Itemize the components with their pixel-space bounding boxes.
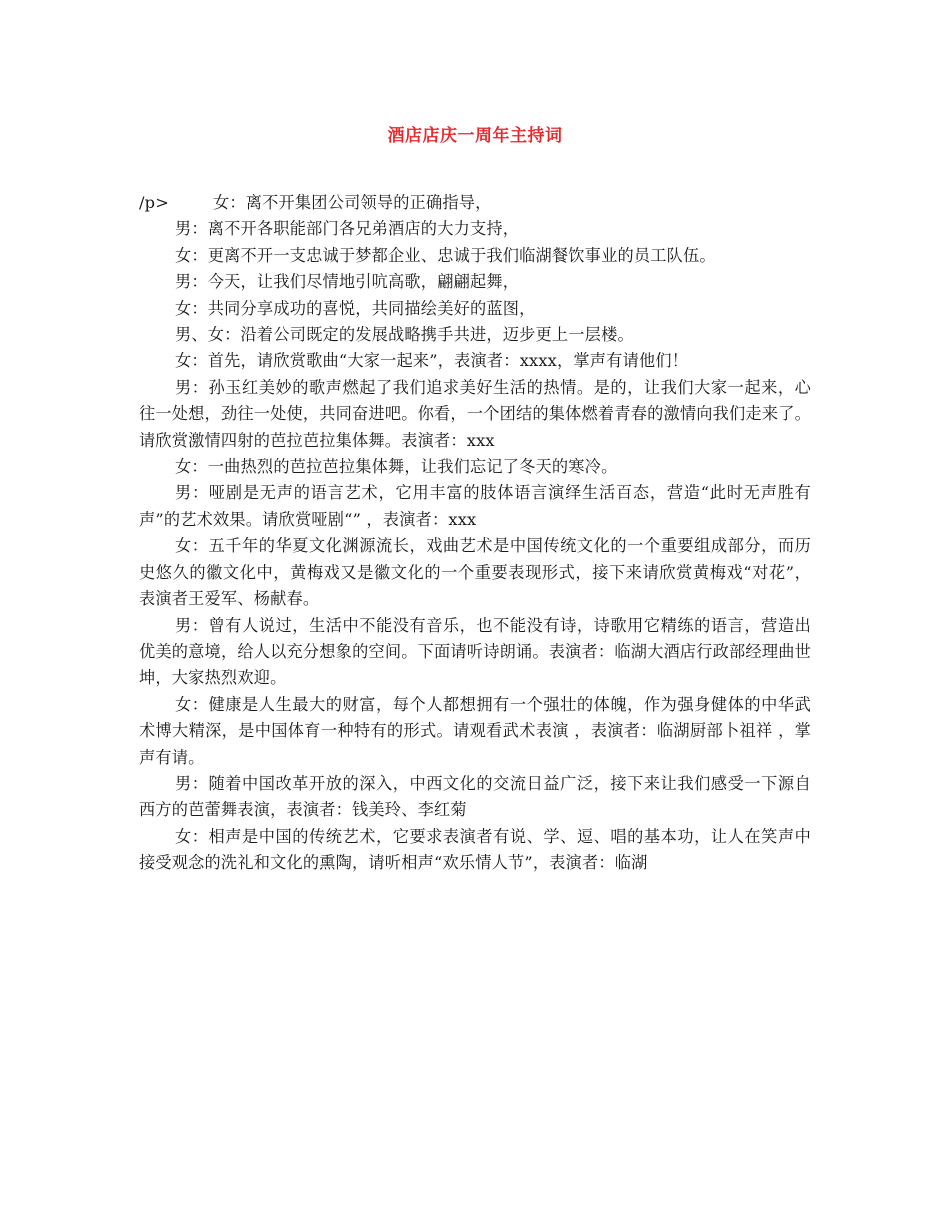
paragraph: 女：五千年的华夏文化渊源流长，戏曲艺术是中国传统文化的一个重要组成部分，而历史悠久的徽文化中，黄梅戏又是徽文化的一个重要表现形式，接下来请欣赏黄梅戏“对花”，表演者王爱军、杨献春。: [139, 536, 811, 609]
paragraph: 男：哑剧是无声的语言艺术，它用丰富的肢体语言演绎生活百态，营造“此时无声胜有声”的艺术效果。请欣赏哑剧“” ，表演者：xxx: [139, 483, 811, 529]
paragraph: 女：相声是中国的传统艺术，它要求表演者有说、学、逗、唱的基本功，让人在笑声中接受观念的洗礼和文化的熏陶，请听相声“欢乐情人节”，表演者：临湖: [139, 826, 811, 873]
paragraph: 男：今天，让我们尽情地引吭高歌，翩翩起舞，: [175, 272, 520, 292]
paragraph: 女：更离不开一支忠诚于梦都企业、忠诚于我们临湖餐饮事业的员工队伍。: [175, 245, 716, 265]
paragraph: [139, 190, 811, 216]
paragraph: 女：一曲热烈的芭拉芭拉集体舞，让我们忘记了冬天的寒冷。: [175, 457, 618, 477]
document-title: 酒店店庆一周年主持词: [387, 126, 563, 146]
paragraph-text: 女：离不开集团公司领导的正确指导，: [212, 193, 492, 212]
paragraph: 女：健康是人生最大的财富，每个人都想拥有一个强壮的体魄，作为强身健体的中华武术博大精深，是中国体育一种特有的形式。请观看武术表演 ，表演者：临湖厨部卜祖祥 ，掌声有请。: [139, 694, 811, 767]
paragraph: 女：首先，请欣赏歌曲“大家一起来”，表演者：xxxx，掌声有请他们！: [175, 351, 689, 371]
paragraph: 男：离不开各职能部门各兄弟酒店的大力支持，: [175, 219, 520, 239]
paragraph: 女：共同分享成功的喜悦，共同描绘美好的蓝图，: [175, 298, 536, 318]
paragraph: 男、女：沿着公司既定的发展战略携手共进，迈步更上一层楼。: [175, 325, 634, 345]
paragraph: 男：曾有人说过，生活中不能没有音乐，也不能没有诗，诗歌用它精练的语言，营造出优美的意境，给人以充分想象的空间。下面请听诗朗诵。表演者：临湖大酒店行政部经理曲世坤，大家热烈欢迎。: [139, 615, 811, 688]
document-body: [139, 190, 811, 877]
lead-fragment: /p>: [139, 193, 169, 212]
paragraph: 男：随着中国改革开放的深入，中西文化的交流日益广泛，接下来让我们感受一下源自西方的芭蕾舞表演，表演者：钱美玲、李红菊: [139, 773, 811, 820]
paragraph: 男：孙玉红美妙的歌声燃起了我们追求美好生活的热情。是的，让我们大家一起来，心往一处想，劲往一处使，共同奋进吧。你看，一个团结的集体燃着青春的激情向我们走来了。请欣赏激情四射的芭拉芭拉集体舞。表演者：xxx: [139, 377, 811, 450]
